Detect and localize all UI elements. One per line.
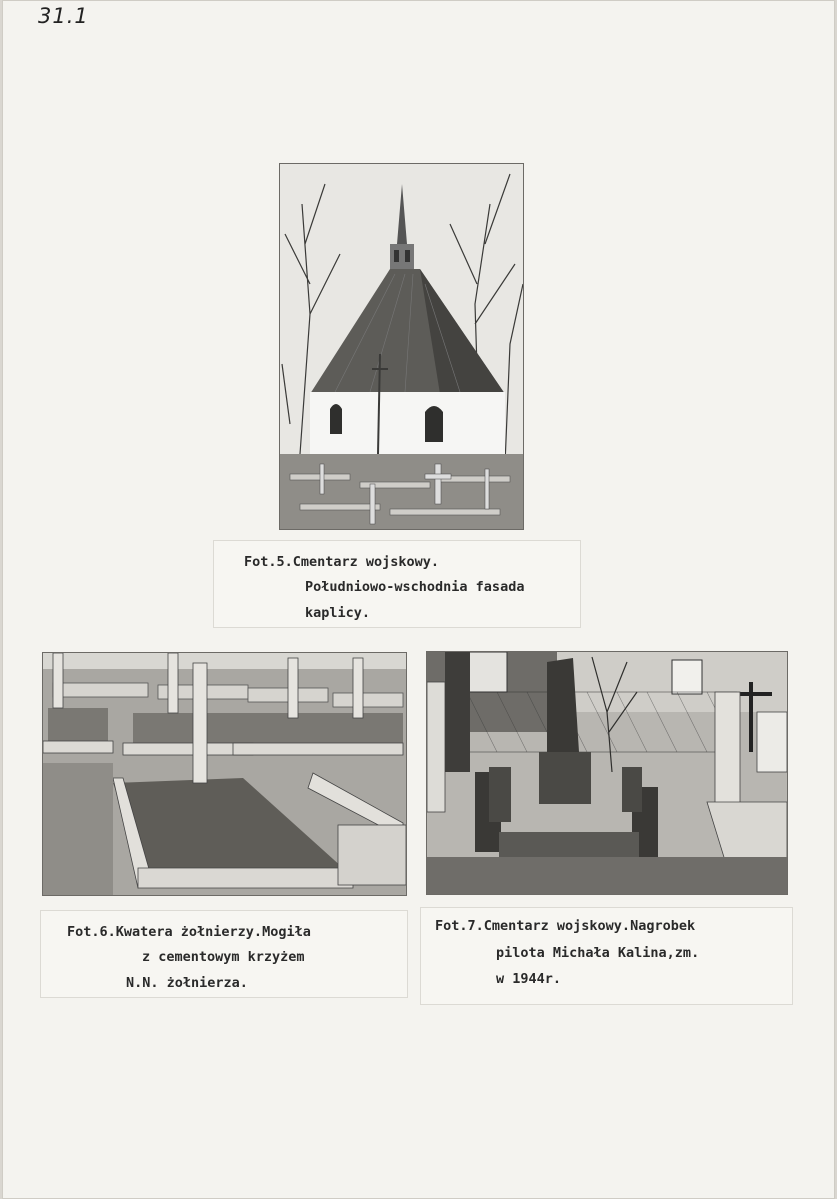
graves-image [43, 653, 406, 895]
chapel-image [280, 164, 523, 529]
caption-fot7 [420, 907, 793, 1005]
pilot-tomb-photo [426, 651, 788, 895]
caption-fot5 [213, 540, 581, 628]
caption-fot6-line2: z cementowym krzyżem [142, 949, 305, 965]
caption-fot5-line1: Fot.5.Cmentarz wojskowy. [244, 554, 440, 570]
caption-fot7-line3: w 1944r. [496, 971, 562, 987]
soldiers-graves-photo [42, 652, 407, 896]
chapel-photo [279, 163, 524, 530]
caption-fot6-line1: Fot.6.Kwatera żołnierzy.Mogiła [67, 924, 311, 940]
caption-fot5-line2: Południowo-wschodnia fasada [305, 579, 525, 595]
caption-fot6-line3: N.N. żołnierza. [126, 975, 248, 991]
caption-fot6 [40, 910, 408, 998]
caption-fot7-line1: Fot.7.Cmentarz wojskowy.Nagrobek [435, 918, 696, 934]
album-page [2, 0, 835, 1199]
page-number: 31.1 [38, 4, 89, 28]
caption-fot7-line2: pilota Michała Kalina,zm. [496, 945, 700, 961]
tomb-image [427, 652, 787, 894]
caption-fot5-line3: kaplicy. [305, 605, 371, 621]
